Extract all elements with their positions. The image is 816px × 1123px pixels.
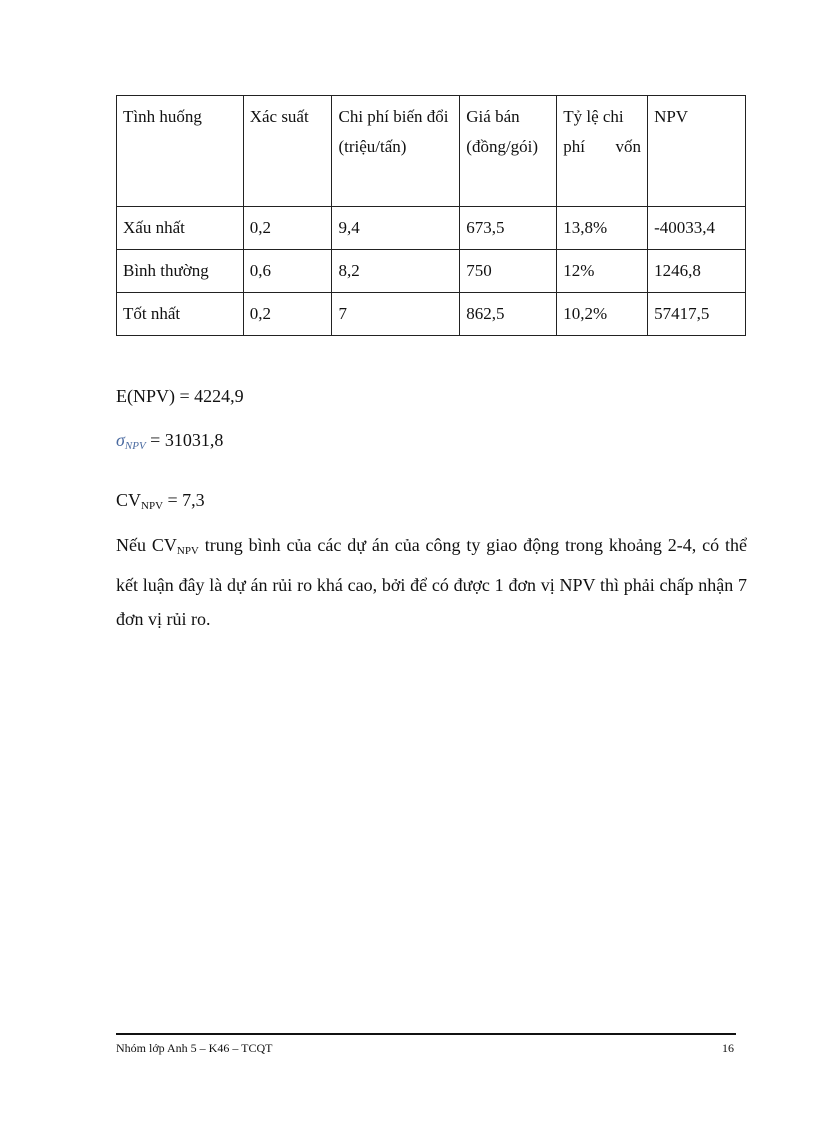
sigma-value: = 31031,8 xyxy=(145,430,224,450)
paragraph-part-1: Nếu CV xyxy=(116,535,177,555)
footer-divider xyxy=(116,1033,736,1035)
header-cell-scenario: Tình huống xyxy=(117,96,244,207)
conclusion-paragraph xyxy=(116,528,747,636)
paragraph-part-2: trung bình của các dự án của công ty giao động trong khoảng 2-4, có thể kết luận đây là dự án rủi ro khá cao, bởi để có được 1 đơn vị NPV thì phải chấp nhận 7 đơn vị rủi ro. xyxy=(116,535,747,629)
page-number: 16 xyxy=(722,1041,734,1055)
header-cell-price: Giá bán (đồng/gói) xyxy=(460,96,557,207)
table-row xyxy=(117,250,746,293)
table-cell: 673,5 xyxy=(460,207,557,250)
table-cell: 8,2 xyxy=(332,250,460,293)
header-cell-npv: NPV xyxy=(648,96,746,207)
header-cell-probability: Xác suất xyxy=(243,96,332,207)
table-cell: 862,5 xyxy=(460,293,557,336)
cv-label: CV xyxy=(116,490,142,510)
table-row xyxy=(117,207,746,250)
table-cell: Xấu nhất xyxy=(117,207,244,250)
table-row xyxy=(117,293,746,336)
table-cell: 1246,8 xyxy=(648,250,746,293)
scenario-table xyxy=(116,95,746,336)
table-cell: 9,4 xyxy=(332,207,460,250)
header-cell-cost-of-capital: Tỷ lệ chi phí vốn xyxy=(557,96,648,207)
table-cell: Tốt nhất xyxy=(117,293,244,336)
table-cell: 57417,5 xyxy=(648,293,746,336)
expected-npv-line: E(NPV) = 4224,9 xyxy=(116,386,244,406)
sigma-npv-line xyxy=(116,430,223,452)
table-cell: 7 xyxy=(332,293,460,336)
table-cell: 0,2 xyxy=(243,207,332,250)
table-cell: 13,8% xyxy=(557,207,648,250)
table-cell: 10,2% xyxy=(557,293,648,336)
table-cell: 0,2 xyxy=(243,293,332,336)
cv-value: = 7,3 xyxy=(163,490,205,510)
sigma-subscript: NPV xyxy=(124,440,146,452)
table-cell: -40033,4 xyxy=(648,207,746,250)
cv-subscript: NPV xyxy=(141,500,164,512)
sigma-symbol: σ xyxy=(116,430,125,450)
cv-npv-line xyxy=(116,490,205,512)
table-cell: 750 xyxy=(460,250,557,293)
footer-group-label: Nhóm lớp Anh 5 – K46 – TCQT xyxy=(116,1041,273,1055)
header-cell-variable-cost: Chi phí biến đổi (triệu/tấn) xyxy=(332,96,460,207)
table-cell: 12% xyxy=(557,250,648,293)
table-cell: Bình thường xyxy=(117,250,244,293)
paragraph-subscript: NPV xyxy=(176,545,199,557)
table-header-row xyxy=(117,96,746,207)
table-cell: 0,6 xyxy=(243,250,332,293)
